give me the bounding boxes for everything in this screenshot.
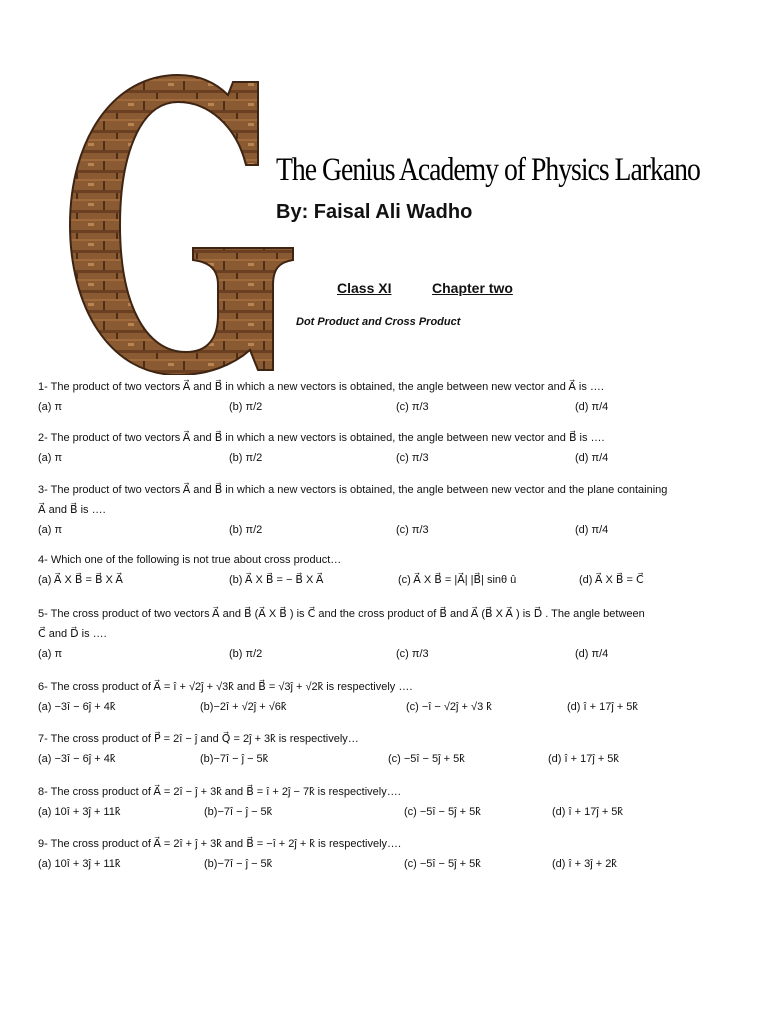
option-a: (a) −3î − 6ĵ + 4k̂ (38, 753, 116, 765)
option-c: (c) π/3 (396, 401, 429, 413)
option-a: (a) −3î − 6ĵ + 4k̂ (38, 701, 116, 713)
option-b: (b) A⃗ X B⃗ = − B⃗ X A⃗ (229, 574, 324, 586)
option-d: (d) î + 17ĵ + 5k̂ (567, 701, 638, 713)
option-b: (b)−7î − ĵ − 5k̂ (204, 858, 273, 870)
option-a: (a) A⃗ X B⃗ = B⃗ X A⃗ (38, 574, 123, 586)
option-c: (c) π/3 (396, 648, 429, 660)
question-5 (38, 604, 738, 664)
option-a: (a) π (38, 648, 63, 660)
option-b: (b)−7î − ĵ − 5k̂ (204, 806, 273, 818)
question-9 (38, 834, 738, 874)
option-c: (c) π/3 (396, 524, 429, 536)
question-stem: 7- The cross product of P⃗ = 2î − ĵ and Q⃗ = 2ĵ + 3k̂ is respectively… (38, 733, 359, 745)
option-a: (a) π (38, 524, 63, 536)
option-d: (d) π/4 (575, 401, 609, 413)
options-row (38, 802, 738, 822)
topic-subtitle: Dot Product and Cross Product (296, 316, 461, 328)
options-row (38, 644, 738, 664)
question-1 (38, 377, 738, 417)
option-c: (c) −5î − 5ĵ + 5k̂ (404, 806, 481, 818)
option-b: (b)−7î − ĵ − 5k̂ (200, 753, 269, 765)
question-stem: 6- The cross product of A⃗ = î + √2ĵ + √3k̂ and B⃗ = √3ĵ + √2k̂ is respectively …. (38, 681, 413, 693)
option-b: (b) π/2 (229, 452, 263, 464)
option-a: (a) 10î + 3ĵ + 11k̂ (38, 858, 121, 870)
option-d: (d) π/4 (575, 648, 609, 660)
option-b: (b)−2î + √2ĵ + √6k̂ (200, 701, 287, 713)
options-row (38, 448, 738, 468)
option-a: (a) π (38, 452, 63, 464)
option-a: (a) 10î + 3ĵ + 11k̂ (38, 806, 121, 818)
options-row (38, 397, 738, 417)
question-stem-continued: A⃗ and B⃗ is …. (38, 504, 106, 516)
question-6 (38, 677, 738, 717)
option-d: (d) π/4 (575, 524, 609, 536)
chapter-label: Chapter two (432, 280, 513, 296)
option-c: (c) −î − √2ĵ + √3 k̂ (406, 701, 492, 713)
option-b: (b) π/2 (229, 648, 263, 660)
question-2 (38, 428, 738, 468)
question-4 (38, 550, 738, 590)
options-row (38, 749, 738, 769)
options-row (38, 697, 738, 717)
option-d: (d) î + 17ĵ + 5k̂ (548, 753, 619, 765)
option-d: (d) π/4 (575, 452, 609, 464)
question-stem-continued: C⃗ and D⃗ is …. (38, 628, 107, 640)
author-name: By: Faisal Ali Wadho (276, 201, 473, 223)
option-b: (b) π/2 (229, 401, 263, 413)
question-stem: 8- The cross product of A⃗ = 2î − ĵ + 3k̂ and B⃗ = î + 2ĵ − 7k̂ is respectively…. (38, 786, 401, 798)
question-stem: 3- The product of two vectors A⃗ and B⃗ in which a new vectors is obtained, the angle between new vector and the plane containing (38, 484, 668, 496)
question-7 (38, 729, 738, 769)
option-c: (c) −5î − 5ĵ + 5k̂ (388, 753, 465, 765)
option-c: (c) −5î − 5ĵ + 5k̂ (404, 858, 481, 870)
options-row (38, 854, 738, 874)
options-row (38, 570, 738, 590)
options-row (38, 520, 738, 540)
question-3 (38, 480, 738, 540)
option-d: (d) A⃗ X B⃗ = C⃗ (579, 574, 644, 586)
option-b: (b) π/2 (229, 524, 263, 536)
academy-title: The Genius Academy of Physics Larkano (276, 152, 700, 188)
option-d: (d) î + 17ĵ + 5k̂ (552, 806, 623, 818)
class-label: Class XI (337, 280, 392, 296)
option-d: (d) î + 3ĵ + 2k̂ (552, 858, 617, 870)
question-stem: 2- The product of two vectors A⃗ and B⃗ in which a new vectors is obtained, the angle between new vector and B⃗ is …. (38, 432, 605, 444)
question-stem: 5- The cross product of two vectors A⃗ and B⃗ (A⃗ X B⃗ ) is C⃗ and the cross product of B⃗ and A⃗ (B⃗ X A⃗ ) is D⃗ . The angle between (38, 608, 645, 620)
question-stem: 1- The product of two vectors A⃗ and B⃗ in which a new vectors is obtained, the angle between new vector and A⃗ is …. (38, 381, 604, 393)
option-a: (a) π (38, 401, 63, 413)
question-stem: 4- Which one of the following is not true about cross product… (38, 554, 342, 566)
option-c: (c) A⃗ X B⃗ = |A⃗| |B⃗| sinθ û (398, 574, 517, 586)
question-stem: 9- The cross product of A⃗ = 2î + ĵ + 3k̂ and B⃗ = −î + 2ĵ + k̂ is respectively…. (38, 838, 402, 850)
question-8 (38, 782, 738, 822)
option-c: (c) π/3 (396, 452, 429, 464)
